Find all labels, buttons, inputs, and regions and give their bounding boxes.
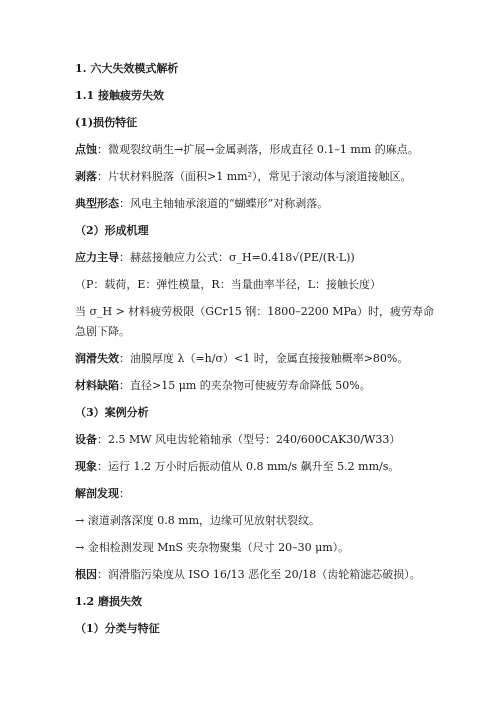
paragraph-dissection [75, 487, 456, 501]
subheading-damage-features: (1)损伤特征 [75, 116, 138, 129]
term-root-cause: 根因 [75, 568, 97, 581]
term-material-defect: 材料缺陷 [75, 379, 119, 392]
section-heading-1-1: 1.1 接触疲劳失效 [75, 89, 164, 102]
paragraph-finding-2: → 金相检测发现 MnS 夹杂物聚集（尺寸 20–30 μm）。 [75, 541, 350, 554]
paragraph-fatigue-limit-line1: 当 σ_H > 材料疲劳极限（GCr15 钢：1800–2200 MPa）时，疲劳寿命 [75, 305, 434, 318]
paragraph-stress [75, 251, 456, 265]
paragraph-phenomenon [75, 460, 456, 474]
paragraph-spalling [75, 170, 456, 184]
term-phenomenon: 现象 [75, 460, 97, 473]
term-stress: 应力主导 [75, 251, 119, 264]
text-typical-form: ：风电主轴轴承滚道的“蝴蝶形”对称剥落。 [119, 197, 329, 210]
paragraph-pitting [75, 143, 456, 157]
section-heading-1: 1. 六大失效模式解析 [75, 62, 179, 75]
paragraph-root-cause [75, 568, 456, 582]
text-phenomenon: ：运行 1.2 万小时后振动值从 0.8 mm/s 飙升至 5.2 mm/s。 [97, 460, 400, 473]
paragraph-typical-form [75, 197, 456, 211]
term-lubrication: 润滑失效 [75, 352, 119, 365]
term-dissection: 解剖发现 [75, 487, 119, 500]
text-stress-formula: ：赫兹接触应力公式：σ_H=0.418√(PE/(R·L)) [119, 251, 355, 264]
section-heading-1-2: 1.2 磨损失效 [75, 595, 142, 608]
paragraph-equipment [75, 433, 456, 447]
text-equipment: ：2.5 MW 风电齿轮箱轴承（型号：240/600CAK30/W33） [97, 433, 401, 446]
text-root-cause: ：润滑脂污染度从 ISO 16/13 恶化至 20/18（齿轮箱滤芯破损）。 [97, 568, 421, 581]
paragraph-finding-1: → 滚道剥落深度 0.8 mm，边缘可见放射状裂纹。 [75, 514, 321, 527]
paragraph-fatigue-limit-line2: 急剧下降。 [75, 325, 130, 338]
subheading-case-study: （3）案例分析 [75, 406, 149, 419]
paragraph-parameters: （P：载荷，E：弹性模量，R：当量曲率半径，L：接触长度） [75, 278, 382, 291]
subheading-classification: （1）分类与特征 [75, 622, 160, 635]
term-pitting: 点蚀 [75, 143, 97, 156]
text-lubrication: ：油膜厚度 λ（=h/σ）<1 时，金属直接接触概率>80%。 [119, 352, 409, 365]
term-spalling: 剥落 [75, 170, 97, 183]
text-dissection-colon: ： [119, 487, 130, 500]
text-spalling: ：片状材料脱落（面积>1 mm²），常见于滚动体与滚道接触区。 [97, 170, 412, 183]
text-pitting: ：微观裂纹萌生→扩展→金属剥落，形成直径 0.1–1 mm 的麻点。 [97, 143, 419, 156]
subheading-mechanism: （2）形成机理 [75, 224, 149, 237]
paragraph-lubrication [75, 352, 456, 366]
paragraph-material-defect [75, 379, 456, 393]
term-equipment: 设备 [75, 433, 97, 446]
text-material-defect: ：直径>15 μm 的夹杂物可使疲劳寿命降低 50%。 [119, 379, 371, 392]
term-typical-form: 典型形态 [75, 197, 119, 210]
